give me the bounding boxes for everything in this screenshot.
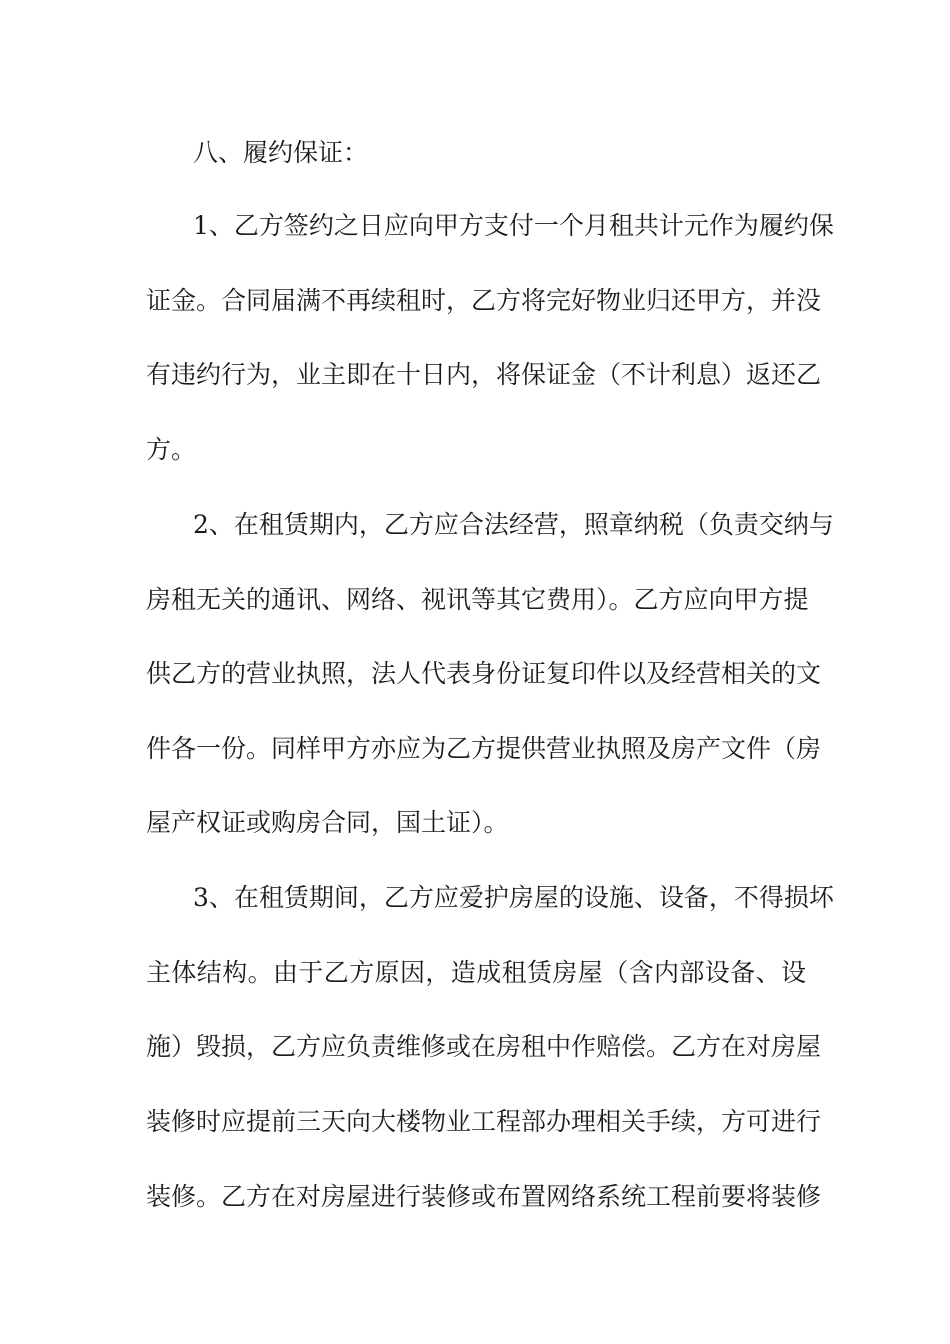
paragraph-text: 证金。合同届满不再续租时，乙方将完好物业归还甲方，并没 (146, 286, 822, 315)
paragraph-text: 供乙方的营业执照，法人代表身份证复印件以及经营相关的文 (146, 659, 822, 688)
paragraph-1-line-2 (0, 281, 950, 321)
paragraph-text: 主体结构。由于乙方原因，造成租赁房屋（含内部设备、设 (146, 958, 806, 987)
paragraph-3-line-3 (0, 1027, 950, 1067)
paragraph-text: 件各一份。同样甲方亦应为乙方提供营业执照及房产文件（房 (146, 734, 822, 763)
paragraph-3-line-5 (0, 1177, 950, 1217)
paragraph-2-line-3 (0, 654, 950, 694)
paragraph-text: 装修。乙方在对房屋进行装修或布置网络系统工程前要将装修 (146, 1182, 822, 1211)
paragraph-1-line-4 (0, 430, 950, 470)
paragraph-text: 施）毁损，乙方应负责维修或在房租中作赔偿。乙方在对房屋 (146, 1032, 822, 1061)
paragraph-3-line-1 (0, 878, 950, 918)
paragraph-text: 房租无关的通讯、网络、视讯等其它费用）。乙方应向甲方提 (146, 585, 809, 614)
section-heading-text: 八、履约保证： (193, 138, 369, 167)
paragraph-text: 装修时应提前三天向大楼物业工程部办理相关手续，方可进行 (146, 1107, 822, 1136)
paragraph-3-line-2 (0, 953, 950, 993)
paragraph-text: 方。 (146, 435, 197, 464)
paragraph-text: 3、在租赁期间，乙方应爱护房屋的设施、设备，不得损坏 (193, 883, 834, 912)
paragraph-1-line-3 (0, 355, 950, 395)
paragraph-text: 有违约行为，业主即在十日内，将保证金（不计利息）返还乙 (146, 360, 822, 389)
paragraph-text: 2、在租赁期内，乙方应合法经营，照章纳税（负责交纳与 (193, 510, 834, 539)
paragraph-text: 屋产权证或购房合同，国土证）。 (146, 808, 509, 837)
paragraph-3-line-4 (0, 1102, 950, 1142)
paragraph-2-line-4 (0, 729, 950, 769)
paragraph-2-line-1 (0, 505, 950, 545)
paragraph-text: 1、乙方签约之日应向甲方支付一个月租共计元作为履约保 (193, 211, 834, 240)
paragraph-2-line-5 (0, 803, 950, 843)
paragraph-1-line-1 (0, 206, 950, 246)
paragraph-2-line-2 (0, 580, 950, 620)
section-heading (0, 133, 950, 173)
